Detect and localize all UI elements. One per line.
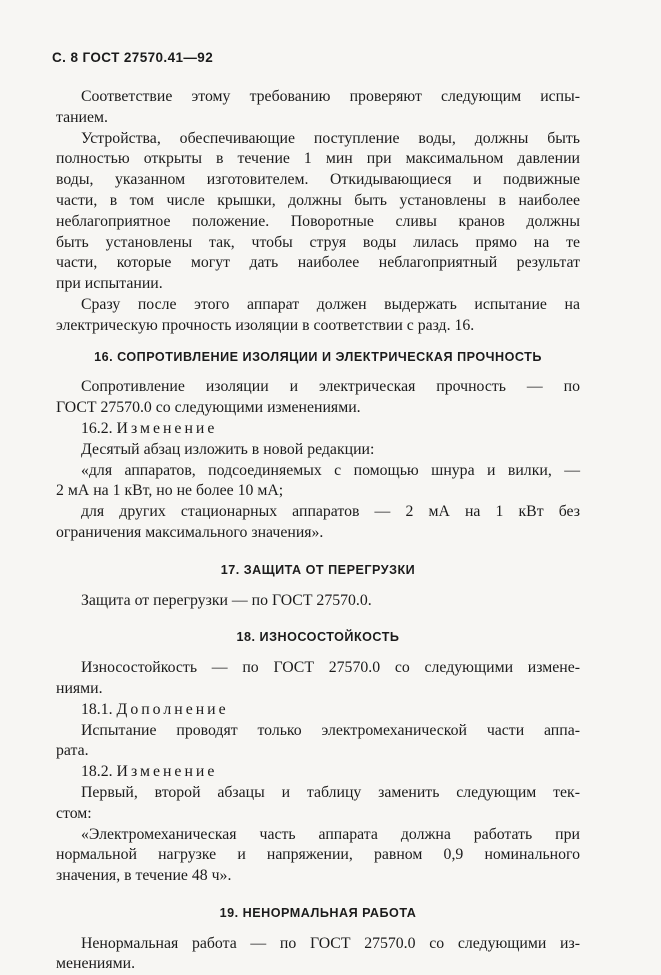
text-line: ограничения максимального значения». [56,523,324,541]
text-line: ГОСТ 27570.0 со следующими изменениями. [56,399,361,417]
text-line: Устройства, обеспечивающие поступление воды, должны быть [81,129,580,147]
section-heading-16: 16. СОПРОТИВЛЕНИЕ ИЗОЛЯЦИИ И ЭЛЕКТРИЧЕСКАЯ ПРОЧНОСТЬ [94,349,542,364]
text-line: быть установлены так, чтобы струя воды лилась прямо на те [56,233,580,251]
text-line: Испытание проводят только электромеханической части аппа- [81,721,580,739]
text-line: Соответствие этому требованию проверяют следующим испы- [81,88,580,105]
section-heading-17: 17. ЗАЩИТА ОТ ПЕРЕГРУЗКИ [220,562,416,577]
text-line: Защита от перегрузки — по ГОСТ 27570.0. [81,591,372,609]
text-line: «Электромеханическая часть аппарата должна работать при [81,825,580,843]
text-line: рата. [56,742,89,760]
clause-label: 16.2. Изменение [81,419,218,437]
section-heading-19: 19. НЕНОРМАЛЬНАЯ РАБОТА [219,905,417,920]
text-line: полностью открыты в течение 1 мин при максимальном давлении [56,150,580,168]
text-line: воды, указанном изготовителем. Откидывающиеся и подвижные [56,171,580,189]
text-line: Десятый абзац изложить в новой редакции: [81,440,375,458]
text-line: 2 мА на 1 кВт, но не более 10 мА; [56,482,284,500]
text-line: Сопротивление изоляции и электрическая прочность — по [81,378,580,396]
text-line: Первый, второй абзацы и таблицу заменить следующим тек- [81,783,580,801]
text-line: «для аппаратов, подсоединяемых с помощью шнура и вилки, — [81,461,580,479]
text-line: значения, в течение 48 ч». [56,867,232,885]
clause-label: 18.2. Изменение [81,763,218,781]
text-line: менениями. [56,955,136,973]
clause-label: 18.1. Дополнение [81,700,229,718]
text-line: неблагоприятное положение. Поворотные сливы кранов должны [56,212,580,230]
section-heading-18: 18. ИЗНОСОСТОЙКОСТЬ [236,630,400,645]
text-line: электрическую прочность изоляции в соответствии с разд. 16. [56,316,475,334]
document-body [56,87,580,975]
text-line: нормальной нагрузке и напряжении, равном 0,9 номинального [56,846,580,864]
text-line: стом: [56,804,92,822]
text-line: части, в том числе крышки, должны быть установлены в наиболее [56,191,580,209]
text-line: для других стационарных аппаратов — 2 мА на 1 кВт без [81,503,580,521]
text-line: танием. [56,108,108,126]
text-line: Износостойкость — по ГОСТ 27570.0 со следующими измене- [81,659,580,677]
text-line: при испытании. [56,275,163,293]
text-line: части, которые могут дать наиболее неблагоприятный результат [56,254,580,272]
text-line: ниями. [56,679,103,697]
page-header: С. 8 ГОСТ 27570.41—92 [52,50,214,65]
text-line: Сразу после этого аппарат должен выдержать испытание на [81,295,580,313]
text-line: Ненормальная работа — по ГОСТ 27570.0 со следующими из- [81,934,580,952]
